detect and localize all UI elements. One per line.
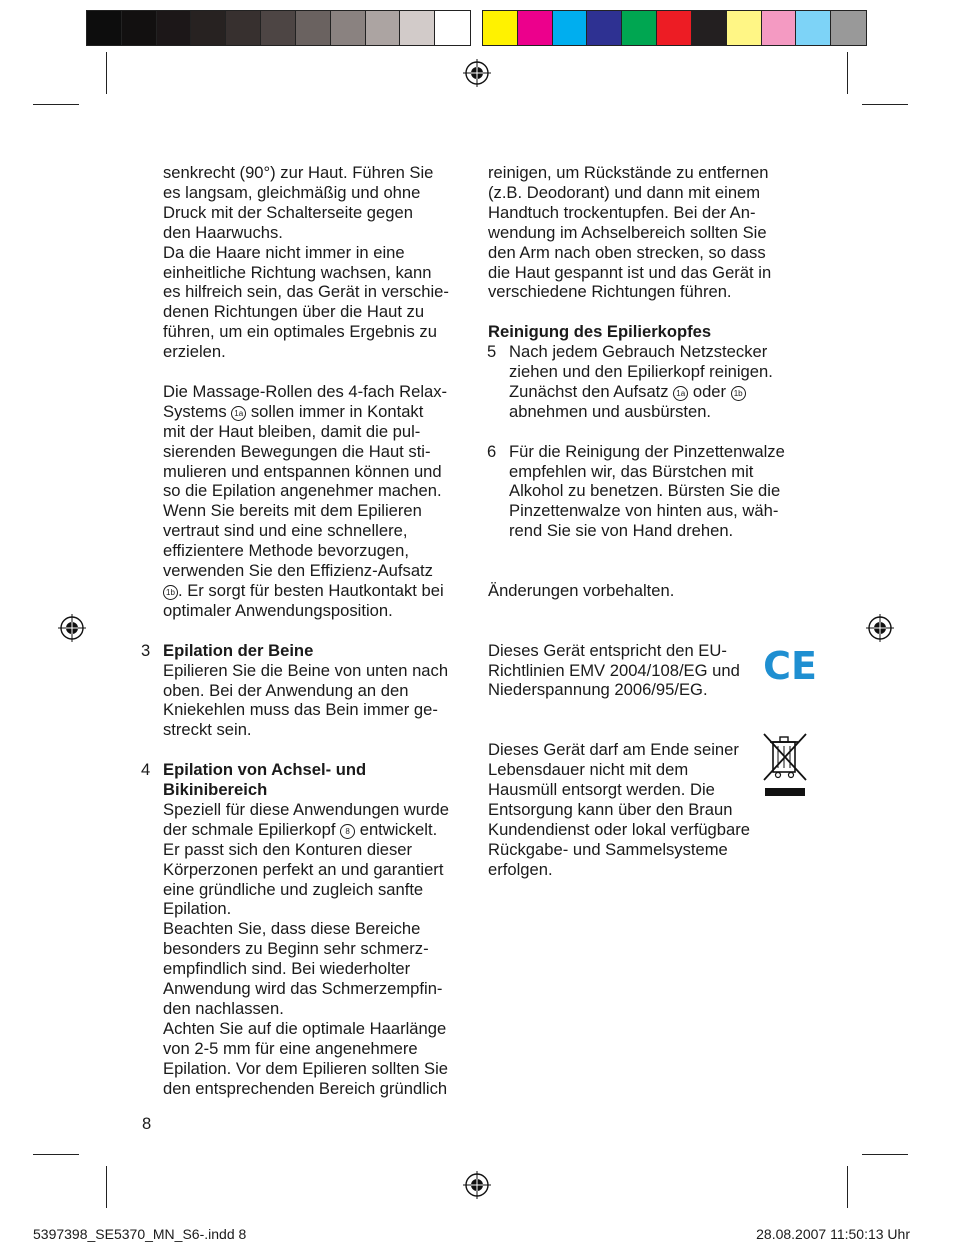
text-line: Er passt sich den Konturen dieser bbox=[163, 839, 413, 859]
text-line: senkrecht (90°) zur Haut. Führen Sie bbox=[163, 163, 434, 182]
color-swatch bbox=[587, 11, 622, 45]
footer-file-name: 5397398_SE5370_MN_S6-.indd 8 bbox=[33, 1226, 247, 1242]
ref-1b-badge: 1b bbox=[163, 585, 178, 600]
text-line: den Haarwuchs. bbox=[163, 222, 283, 242]
text-line: wendung im Achselbereich sollten Sie bbox=[488, 222, 767, 242]
color-swatch bbox=[191, 11, 226, 45]
paragraph-cleaning-skin bbox=[488, 163, 818, 302]
color-swatch bbox=[435, 11, 470, 45]
color-swatch bbox=[122, 11, 157, 45]
text-line: Wenn Sie bereits mit dem Epilieren bbox=[163, 501, 422, 521]
page-number: 8 bbox=[142, 1114, 152, 1133]
text-line: (z.B. Deodorant) und dann mit einem bbox=[488, 182, 761, 202]
svg-text:CE: CE bbox=[763, 644, 817, 685]
paragraph-hair-direction bbox=[163, 243, 473, 362]
color-swatch bbox=[87, 11, 122, 45]
text-line: vertraut sind und eine schnellere, bbox=[163, 521, 408, 541]
text-line: reinigen, um Rückstände zu entfernen bbox=[488, 163, 769, 182]
color-swatch bbox=[483, 11, 518, 45]
text-line: Anwendung wird das Schmerzempfin- bbox=[163, 979, 443, 999]
crossed-out-bin-icon bbox=[760, 730, 810, 800]
color-swatch bbox=[622, 11, 657, 45]
weee-disposal-block bbox=[488, 740, 818, 879]
section-title: Bikinibereich bbox=[163, 780, 268, 800]
text-line: Körperzonen perfekt an und garantiert bbox=[163, 859, 444, 879]
paragraph-intro bbox=[163, 163, 473, 243]
section-step-6 bbox=[487, 441, 818, 542]
crop-mark bbox=[847, 1166, 848, 1208]
text-line: Kniekehlen muss das Bein immer ge- bbox=[163, 700, 438, 720]
text-line: Epilieren Sie die Beine von unten nach bbox=[163, 660, 449, 680]
text-line: optimaler Anwendungsposition. bbox=[163, 600, 393, 620]
text-line: einheitliche Richtung wachsen, kann bbox=[163, 262, 432, 282]
text-line: verschiedene Richtungen führen. bbox=[488, 282, 732, 302]
text-line: Nach jedem Gebrauch Netzstecker bbox=[509, 342, 768, 362]
color-swatch bbox=[657, 11, 692, 45]
paragraph-massage-rollers bbox=[163, 382, 473, 621]
text-line: Epilation. Vor dem Epilieren sollten Sie bbox=[163, 1058, 449, 1078]
ref-8-badge: 8 bbox=[340, 824, 355, 839]
text-line: rend Sie sie von Hand drehen. bbox=[509, 521, 734, 541]
text-line: Achten Sie auf die optimale Haarlänge bbox=[163, 1018, 447, 1038]
text-line: Dieses Gerät darf am Ende seiner bbox=[488, 740, 739, 760]
text-line: streckt sein. bbox=[163, 720, 252, 740]
text-line: Beachten Sie, dass diese Bereiche bbox=[163, 919, 421, 939]
notice-text: Änderungen vorbehalten. bbox=[488, 580, 675, 600]
footer-timestamp: 28.08.2007 11:50:13 Uhr bbox=[756, 1226, 910, 1242]
text-line: Dieses Gerät entspricht den EU- bbox=[488, 640, 727, 660]
text-line: abnehmen und ausbürsten. bbox=[509, 401, 712, 421]
text-line: verwenden Sie den Effizienz-Aufsatz bbox=[163, 561, 433, 581]
text-line: 1b . Er sorgt für besten Hautkontakt bei bbox=[163, 581, 473, 601]
ce-compliance-block bbox=[488, 641, 818, 701]
text-line: es langsam, gleichmäßig und ohne bbox=[163, 182, 421, 202]
item-number: 5 bbox=[487, 342, 497, 362]
text-line: empfindlich sind. Bei wiederholter bbox=[163, 959, 411, 979]
text-line: Hausmüll entsorgt werden. Die bbox=[488, 779, 715, 799]
color-swatch bbox=[157, 11, 192, 45]
registration-mark-icon bbox=[463, 1171, 491, 1199]
section-title: Epilation der Beine bbox=[163, 640, 314, 660]
text-line: effizientere Methode bevorzugen, bbox=[163, 541, 409, 561]
text-line: Niederspannung 2006/95/EG. bbox=[488, 680, 708, 700]
ref-1b-badge: 1b bbox=[731, 386, 746, 401]
text-line: den entsprechenden Bereich gründlich bbox=[163, 1078, 448, 1098]
color-swatch bbox=[727, 11, 762, 45]
text-line: Richtlinien EMV 2004/108/EG und bbox=[488, 660, 740, 680]
section-step-5 bbox=[487, 342, 818, 422]
section-heading: Reinigung des Epilierkopfes bbox=[488, 322, 712, 342]
right-column bbox=[488, 163, 818, 880]
left-column bbox=[141, 163, 473, 1099]
text-line: erzielen. bbox=[163, 342, 226, 362]
text-line: oben. Bei der Anwendung an den bbox=[163, 680, 409, 700]
ref-1a-badge: 1a bbox=[231, 406, 246, 421]
color-swatch bbox=[692, 11, 727, 45]
crop-mark bbox=[862, 104, 908, 105]
text-line: der schmale Epilierkopf 8 entwickelt. bbox=[163, 819, 438, 839]
text-line: Druck mit der Schalterseite gegen bbox=[163, 202, 413, 222]
text-line: Zunächst den Aufsatz 1a oder 1b bbox=[509, 382, 818, 402]
text-line: Die Massage-Rollen des 4-fach Relax- bbox=[163, 381, 448, 401]
section-title: Epilation von Achsel- und bbox=[163, 760, 367, 780]
text-line: ziehen und den Epilierkopf reinigen. bbox=[509, 362, 773, 382]
color-swatch bbox=[296, 11, 331, 45]
section-legs bbox=[141, 640, 473, 741]
item-number: 3 bbox=[141, 640, 151, 660]
text-line: den nachlassen. bbox=[163, 999, 284, 1019]
text-line: eine gründliche und zugleich sanfte bbox=[163, 879, 424, 899]
text-line: Alkohol zu benetzen. Bürsten Sie die bbox=[509, 481, 781, 501]
text-line: Da die Haare nicht immer in eine bbox=[163, 242, 405, 262]
text-line: Kundendienst oder lokal verfügbare bbox=[488, 819, 750, 839]
ref-1a-badge: 1a bbox=[673, 386, 688, 401]
crop-mark bbox=[862, 1154, 908, 1155]
crop-mark bbox=[33, 1154, 79, 1155]
color-swatch bbox=[762, 11, 797, 45]
crop-mark bbox=[33, 104, 79, 105]
text-line: Pinzettenwalze von hinten aus, wäh- bbox=[509, 501, 779, 521]
text-line: den Arm nach oben strecken, so dass bbox=[488, 242, 766, 262]
color-swatch bbox=[366, 11, 401, 45]
text-line: Für die Reinigung der Pinzettenwalze bbox=[509, 441, 785, 461]
text-line: führen, um ein optimales Ergebnis zu bbox=[163, 322, 437, 342]
text-line: Systems 1a sollen immer in Kontakt bbox=[163, 401, 424, 421]
text-line: von 2-5 mm für eine angenehmere bbox=[163, 1038, 418, 1058]
process-color-bar bbox=[482, 10, 867, 46]
crop-mark bbox=[847, 52, 848, 94]
text-line: so die Epilation angenehmer machen. bbox=[163, 481, 442, 501]
text-line: sierenden Bewegungen die Haut sti- bbox=[163, 441, 431, 461]
item-number: 4 bbox=[141, 760, 151, 780]
text-line: mit der Haut bleiben, damit die pul- bbox=[163, 421, 421, 441]
text-line: Speziell für diese Anwendungen wurde bbox=[163, 799, 449, 819]
text-line: Handtuch trockentupfen. Bei der An- bbox=[488, 202, 756, 222]
color-swatch bbox=[331, 11, 366, 45]
text-line: empfehlen wir, das Bürstchen mit bbox=[509, 461, 754, 481]
text-line: denen Richtungen über die Haut zu bbox=[163, 302, 425, 322]
text-line: die Haut gespannt ist und das Gerät in bbox=[488, 262, 772, 282]
item-number: 6 bbox=[487, 441, 497, 461]
color-swatch bbox=[796, 11, 831, 45]
color-swatch bbox=[226, 11, 261, 45]
color-swatch bbox=[553, 11, 588, 45]
ce-mark-icon bbox=[762, 645, 818, 685]
text-line: Epilation. bbox=[163, 899, 232, 919]
registration-mark-icon bbox=[58, 614, 86, 642]
registration-mark-icon bbox=[463, 59, 491, 87]
registration-mark-icon bbox=[866, 614, 894, 642]
color-swatch bbox=[831, 11, 866, 45]
section-underarm-bikini bbox=[141, 760, 473, 1098]
color-swatch bbox=[518, 11, 553, 45]
text-line: besonders zu Beginn sehr schmerz- bbox=[163, 939, 429, 959]
text-line: mulieren und entspannen können und bbox=[163, 461, 442, 481]
color-swatch bbox=[400, 11, 435, 45]
crop-mark bbox=[106, 52, 107, 94]
text-line: es hilfreich sein, das Gerät in verschie- bbox=[163, 282, 449, 302]
text-line: Entsorgung kann über den Braun bbox=[488, 799, 733, 819]
color-swatch bbox=[261, 11, 296, 45]
text-line: Rückgabe- und Sammelsysteme bbox=[488, 839, 728, 859]
text-line: erfolgen. bbox=[488, 859, 553, 879]
crop-mark bbox=[106, 1166, 107, 1208]
grayscale-color-bar bbox=[86, 10, 471, 46]
text-line: Lebensdauer nicht mit dem bbox=[488, 760, 689, 780]
